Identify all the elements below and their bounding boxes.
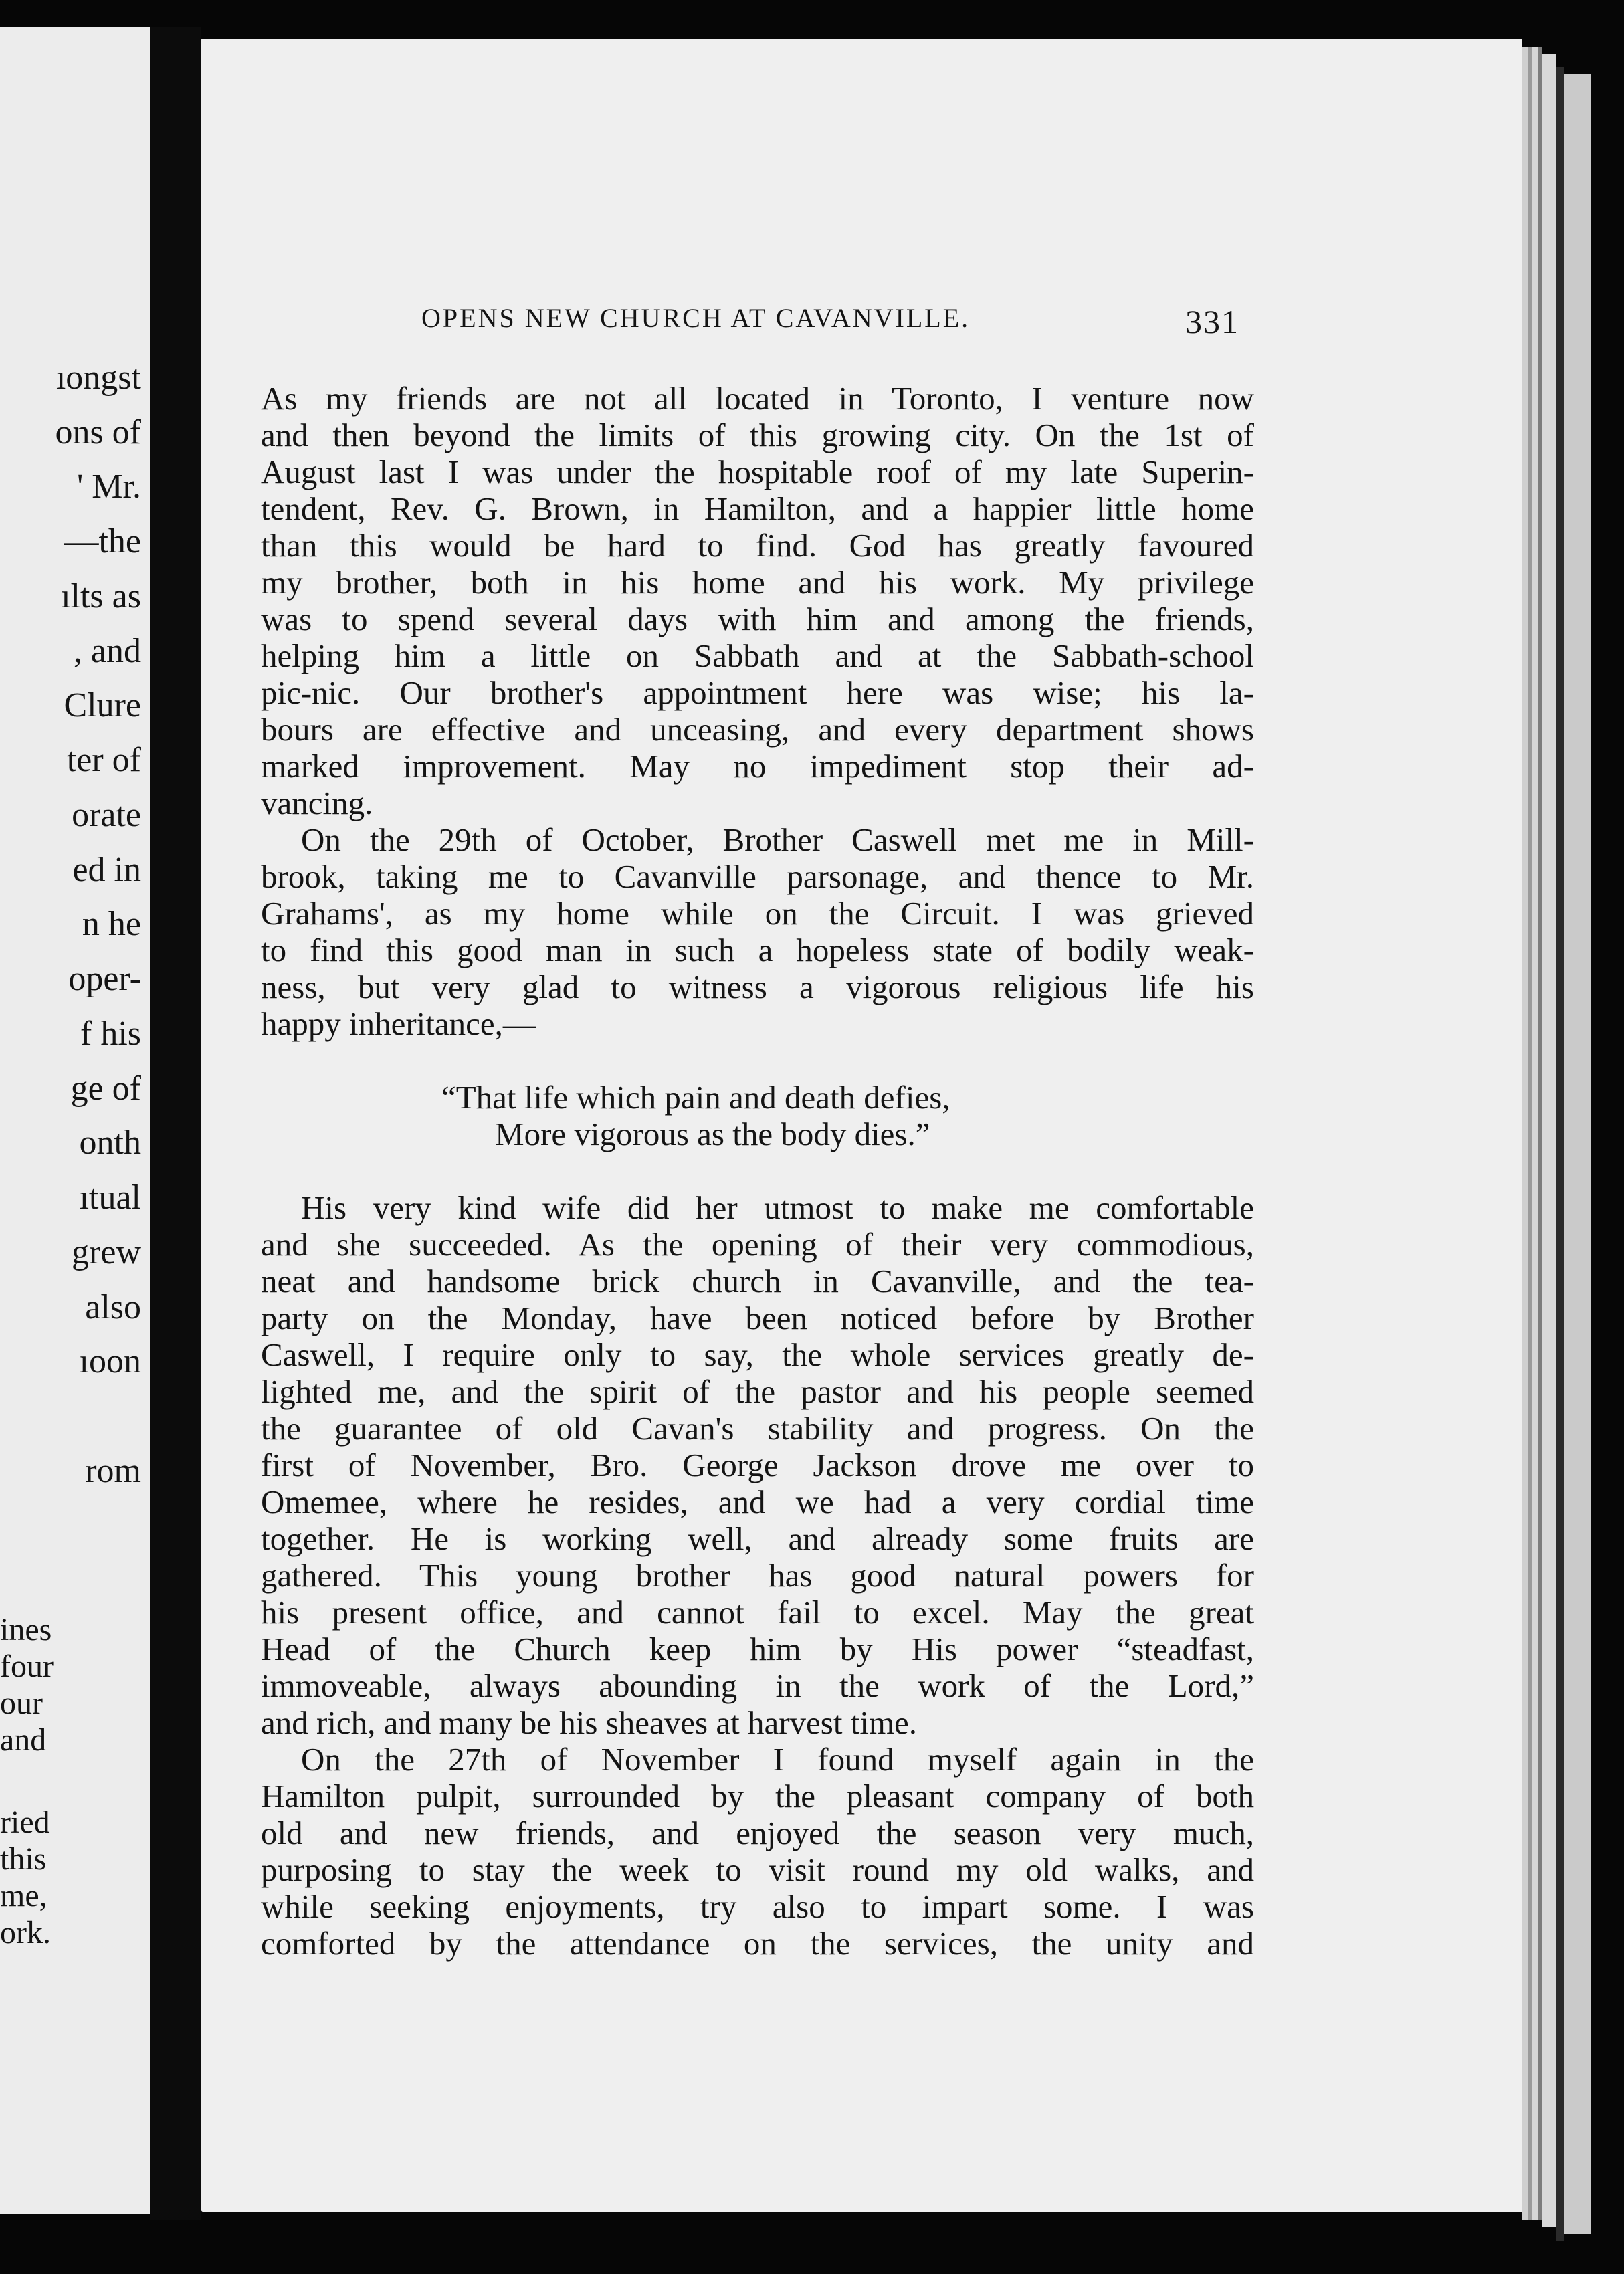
left-page-fragment: ıtual xyxy=(79,1178,141,1217)
left-page-fragment: ge of xyxy=(70,1069,141,1108)
text-line: As my friends are not all located in Toronto, I venture now xyxy=(261,380,1254,417)
text-line: August last I was under the hospitable roof of my late Superin- xyxy=(261,453,1254,490)
left-page-fragment: four xyxy=(0,1649,54,1684)
text-line: vancing. xyxy=(261,785,373,821)
text-line: while seeking enjoyments, try also to impart some. I was xyxy=(261,1888,1254,1925)
page-edge xyxy=(1564,74,1591,2234)
text-line: neat and handsome brick church in Cavanville, and the tea- xyxy=(261,1263,1254,1300)
left-page-fragment: ılts as xyxy=(61,577,141,615)
text-line: marked improvement. May no impediment stop their ad- xyxy=(261,748,1254,785)
left-page-fragment: ' Mr. xyxy=(76,468,141,506)
text-line: helping him a little on Sabbath and at the Sabbath-school xyxy=(261,637,1254,674)
text-line: bours are effective and unceasing, and every department shows xyxy=(261,711,1254,748)
text-line: immoveable, always abounding in the work of the Lord,” xyxy=(261,1667,1254,1704)
text-line: and rich, and many be his sheaves at harvest time. xyxy=(261,1704,918,1741)
left-page-fragment: me, xyxy=(0,1878,47,1914)
left-page-fragment: ed in xyxy=(72,851,141,889)
text-line: first of November, Bro. George Jackson drove me over to xyxy=(261,1447,1254,1483)
book-gutter xyxy=(150,27,201,2220)
verse-line: More vigorous as the body dies.” xyxy=(495,1116,930,1152)
text-line: his present office, and cannot fail to excel. May the great xyxy=(261,1594,1254,1631)
left-page-fragment: f his xyxy=(80,1015,141,1053)
verse-line: “That life which pain and death defies, xyxy=(441,1079,950,1116)
text-line: pic-nic. Our brother's appointment here was wise; his la- xyxy=(261,674,1254,711)
left-page-fragment: rom xyxy=(85,1452,141,1490)
text-line: party on the Monday, have been noticed before by Brother xyxy=(261,1300,1254,1336)
text-line: On the 29th of October, Brother Caswell met me in Mill- xyxy=(301,821,1254,858)
text-line: His very kind wife did her utmost to make me comfortable xyxy=(301,1189,1254,1226)
page-number: 331 xyxy=(1185,303,1239,340)
page-edge xyxy=(1522,47,1528,2220)
page-edge xyxy=(1532,47,1538,2220)
left-page-fragment: —the xyxy=(64,522,141,560)
left-page-fragment: Clure xyxy=(64,686,141,724)
spacer xyxy=(261,1152,1254,1189)
text-line: and then beyond the limits of this growing city. On the 1st of xyxy=(261,417,1254,453)
text-line: tendent, Rev. G. Brown, in Hamilton, and a happier little home xyxy=(261,490,1254,527)
text-line: my brother, both in his home and his work. My privilege xyxy=(261,564,1254,601)
text-line: happy inheritance,— xyxy=(261,1005,536,1042)
text-line: comforted by the attendance on the services, the unity and xyxy=(261,1925,1254,1962)
page-body xyxy=(261,380,1254,1962)
text-line: old and new friends, and enjoyed the season very much, xyxy=(261,1815,1254,1851)
left-page-fragment: onth xyxy=(79,1124,141,1162)
left-page-fragment: and xyxy=(0,1722,47,1758)
left-page-fragment: grew xyxy=(72,1233,141,1271)
left-page-fragment: our xyxy=(0,1685,43,1721)
previous-page-sliver xyxy=(0,27,150,2214)
left-page-fragment: ons of xyxy=(55,413,141,451)
page-edge xyxy=(1542,54,1556,2227)
text-line: Hamilton pulpit, surrounded by the pleasant company of both xyxy=(261,1778,1254,1815)
left-page-fragment: orate xyxy=(72,796,141,834)
paragraph-2 xyxy=(261,821,1254,1042)
left-page-fragment: ines xyxy=(0,1612,52,1647)
text-line: Caswell, I require only to say, the whole services greatly de- xyxy=(261,1336,1254,1373)
paragraph-4 xyxy=(261,1741,1254,1962)
text-line: and she succeeded. As the opening of their very commodious, xyxy=(261,1226,1254,1263)
text-line: brook, taking me to Cavanville parsonage, and thence to Mr. xyxy=(261,858,1254,895)
running-title: OPENS NEW CHURCH AT CAVANVILLE. xyxy=(421,303,971,333)
left-page-fragment: ork. xyxy=(0,1915,51,1950)
verse-quotation xyxy=(261,1079,1254,1152)
text-line: to find this good man in such a hopeless state of bodily weak- xyxy=(261,932,1254,968)
left-page-fragment: ıongst xyxy=(56,358,141,397)
text-line: ness, but very glad to witness a vigorous religious life his xyxy=(261,968,1254,1005)
left-page-fragment: n he xyxy=(82,905,141,943)
left-page-fragment: ried xyxy=(0,1804,50,1840)
text-line: lighted me, and the spirit of the pastor and his people seemed xyxy=(261,1373,1254,1410)
spacer xyxy=(261,1042,1254,1079)
left-page-fragment: ıoon xyxy=(79,1342,141,1380)
text-line: the guarantee of old Cavan's stability and progress. On the xyxy=(261,1410,1254,1447)
paragraph-3 xyxy=(261,1189,1254,1741)
text-line: Grahams', as my home while on the Circuit. I was grieved xyxy=(261,895,1254,932)
left-page-fragment: , and xyxy=(73,632,141,670)
text-line: gathered. This young brother has good natural powers for xyxy=(261,1557,1254,1594)
text-line: Head of the Church keep him by His power “steadfast, xyxy=(261,1631,1254,1667)
left-page-fragment: oper- xyxy=(68,960,141,998)
text-line: was to spend several days with him and among the friends, xyxy=(261,601,1254,637)
page-edge xyxy=(1556,67,1564,2241)
text-line: purposing to stay the week to visit round my old walks, and xyxy=(261,1851,1254,1888)
text-line: Omemee, where he resides, and we had a very cordial time xyxy=(261,1483,1254,1520)
paragraph-1 xyxy=(261,380,1254,821)
left-page-fragment: this xyxy=(0,1841,47,1877)
left-page-fragment: also xyxy=(85,1288,141,1326)
text-line: together. He is working well, and already some fruits are xyxy=(261,1520,1254,1557)
text-line: On the 27th of November I found myself again in the xyxy=(301,1741,1254,1778)
text-line: than this would be hard to find. God has greatly favoured xyxy=(261,527,1254,564)
left-page-fragment: ter of xyxy=(66,741,141,779)
